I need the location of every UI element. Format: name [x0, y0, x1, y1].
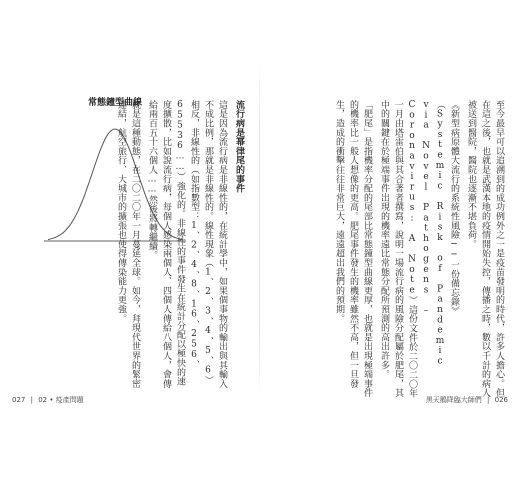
left-body-text	[116, 100, 246, 390]
right-book-title: 黑天鵝降臨大師們	[425, 396, 482, 404]
right-footer	[426, 395, 508, 405]
right-footer-separator: |	[487, 396, 490, 404]
left-footer	[12, 395, 84, 405]
right-page	[268, 55, 510, 410]
left-footer-separator: |	[30, 396, 33, 404]
book-spread	[10, 55, 510, 410]
left-paragraph: 就是這種動態，在二〇二〇年一月蔓延全球。如今，拜現代世界的緊密連結，航空旅行、大城市的擴張也使得傳染能力更強。	[116, 100, 140, 389]
left-paragraph-heading: 流行病是幂律尾的事件	[234, 100, 244, 193]
right-paragraph: 「肥尾」是指機率分配的尾部比常態鐘型曲線更厚，也就是出現極端事件的機率比一般人想像的更高。肥尾事件發生的機率雖然不高，但一旦發生，造成的衝擊往往非常巨大，遠遠超出我們的預期。	[334, 100, 372, 398]
right-paragraph: 《新型病原體大流行的系統性風險──一份備忘錄》（Systemic Risk of Pandemic via Novel Pathogens – Coronavirus: A Note）這份文件於二〇二〇年一月由塔雷伯與其合著者撰寫，說明一場流行病的風險分配屬於肥尾，其中的關鍵在於極端事件出現的機率遠比常態分配所預測的高出許多。	[379, 100, 459, 398]
book-gutter	[259, 59, 260, 399]
chart-title: 常態鐘型曲線	[87, 98, 142, 108]
left-page	[10, 55, 252, 410]
right-page-number: 026	[494, 396, 508, 404]
left-page-number: 027	[12, 396, 26, 404]
left-chapter-title: 02 • 疫產問題	[38, 396, 84, 404]
left-paragraph: 這是因為流行病是非線性的，在統計學中，如果個事物的輸出與其輸入不成比例，那就是非線性的。線性現象（1、2、3、4、5、6）相反，非線性的（如指數型：1、2、4、8、16、256、65536……）強化的。非線性的事件發生在統計分配以極快的速度擴散，比如說流行病，每個人感染兩個人、四個人傳給八個人，會傳給兩百五十六個人……然後將轉繼續。	[147, 100, 227, 389]
right-body-text	[332, 100, 506, 400]
right-paragraph: 至今最早可以追溯到的成功例外之一是疫苗發明的時代，許多人擔心。但在這之後，也就是武漢本地的疫情開始失控，傳播之時，數以千計的病人被送到醫院，醫院也逐漸不堪負荷。	[466, 100, 504, 398]
